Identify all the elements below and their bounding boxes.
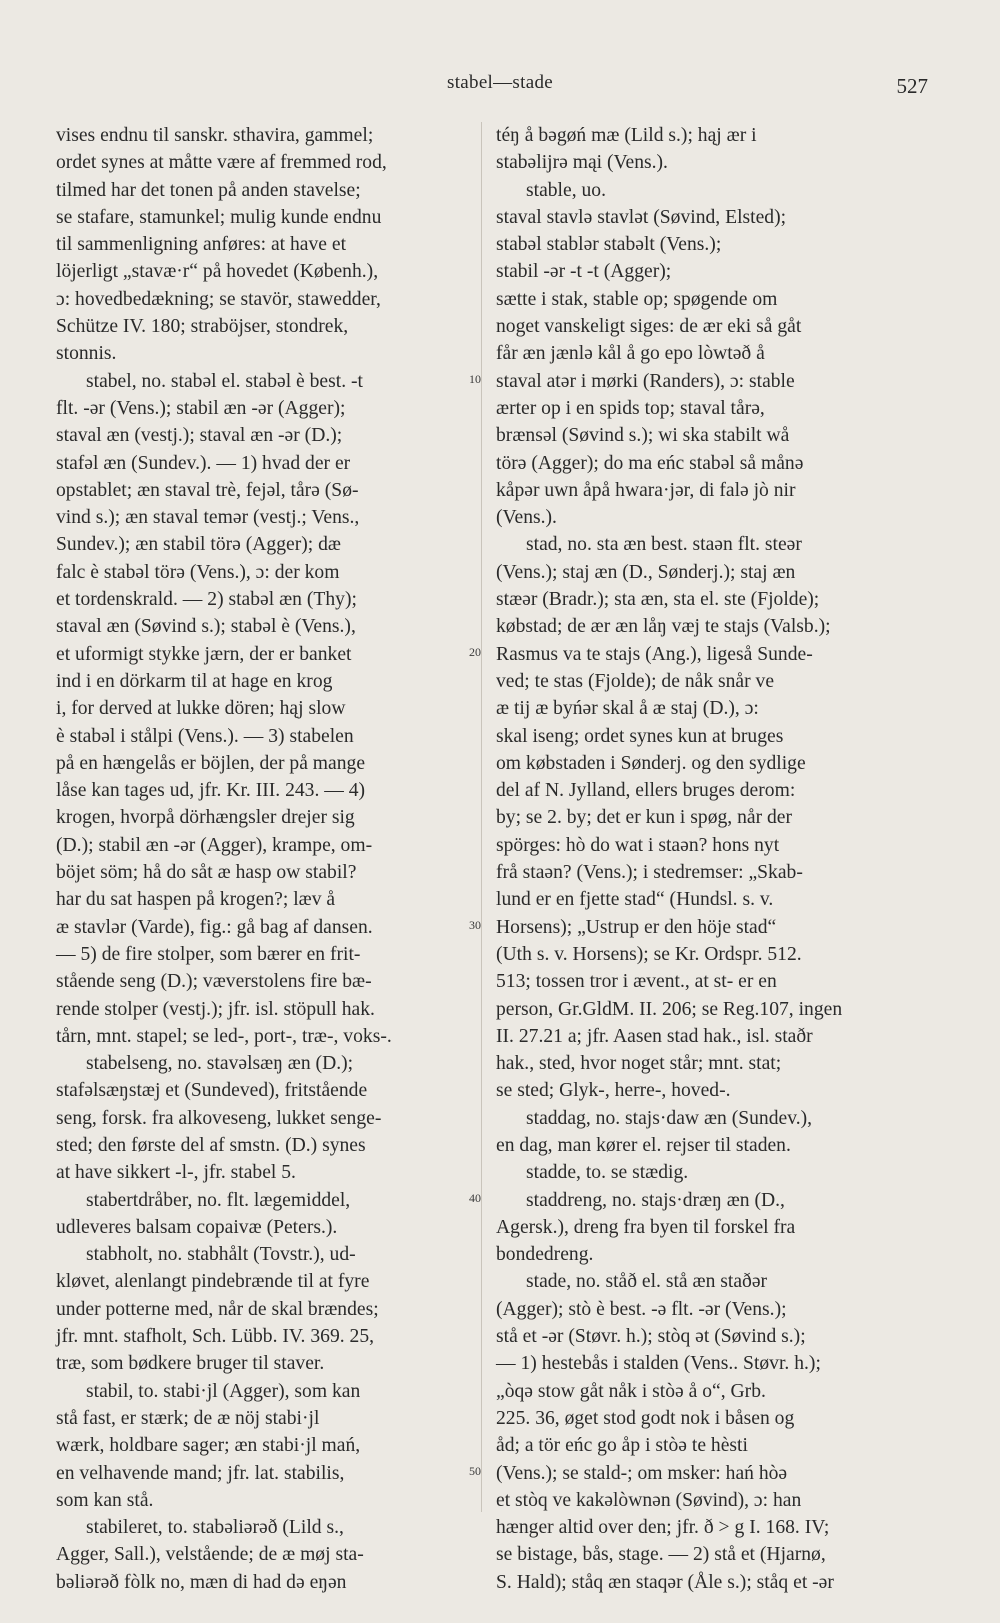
text-line: böjet söm; hå do såt æ hasp ow stabil?: [56, 862, 357, 884]
text-line: træ, som bødkere bruger til staver.: [56, 1353, 325, 1375]
text-line: købstad; de ær æn låŋ væj te stajs (Valsb.);: [496, 616, 831, 638]
text-line: under potterne med, når de skal brændes;: [56, 1298, 379, 1320]
text-line: löjerligt „stavæ·r“ på hovedet (Københ.),: [56, 261, 379, 283]
text-line: stå fast, er stærk; de æ nöj stabi·jl: [56, 1407, 320, 1429]
line-number-marker: 50: [469, 1463, 481, 1478]
text-line: person, Gr.GldM. II. 206; se Reg.107, ingen: [496, 998, 843, 1020]
line-number-marker: 20: [469, 644, 481, 659]
text-line: lund er en fjette stad“ (Hundsl. s. v.: [496, 889, 774, 911]
text-line: stadde, to. se stædig.: [526, 1162, 689, 1184]
text-line: — 1) hestebås i stalden (Vens.. Støvr. h.);: [496, 1353, 821, 1375]
text-line: Agger, Sall.), velstående; de æ møj sta-: [56, 1544, 364, 1566]
text-line: stable, uo.: [526, 179, 606, 201]
text-line: Schütze IV. 180; straböjser, stondrek,: [56, 316, 349, 338]
text-line: staddreng, no. stajs·dræŋ æn (D.,: [526, 1189, 785, 1211]
line-number-marker: 40: [469, 1190, 481, 1205]
text-line: stafəl æn (Sundev.). — 1) hvad der er: [56, 452, 351, 474]
text-line: stabholt, no. stabhålt (Tovstr.), ud-: [86, 1244, 356, 1266]
text-line: (Vens.).: [496, 507, 557, 529]
text-line: brænsəl (Søvind s.); wi ska stabilt wå: [496, 425, 790, 447]
text-line: (Vens.); se stald-; om msker: hań hòə: [496, 1462, 788, 1484]
text-line: ærter op i en spids top; staval tårə,: [496, 397, 765, 419]
text-line: om købstaden i Sønderj. og den sydlige: [496, 752, 806, 774]
text-line: tilmed har det tonen på anden stavelse;: [56, 179, 361, 201]
left-column: [56, 122, 478, 1596]
right-column: [496, 122, 918, 1596]
text-line: se sted; Glyk-, herre-, hoved-.: [496, 1080, 731, 1102]
text-line: flt. -ər (Vens.); stabil æn -ər (Agger);: [56, 397, 346, 419]
text-line: til sammenligning anføres: at have et: [56, 234, 347, 256]
text-line: „òqə stow gåt nåk i stòə å o“, Grb.: [496, 1380, 766, 1402]
text-line: staval æn (vestj.); staval æn -ər (D.);: [56, 425, 343, 447]
text-line: stafəlsæŋstæj et (Sundeved), fritstående: [56, 1080, 368, 1102]
text-line: wærk, holdbare sager; æn stabi·jl mań,: [56, 1435, 361, 1457]
text-line: 513; tossen tror i ævent., at st- er en: [496, 971, 777, 993]
text-line: staval æn (Søvind s.); stabəl è (Vens.),: [56, 616, 356, 638]
text-line: falc è stabəl törə (Vens.), ɔ: der kom: [56, 561, 340, 583]
text-line: stabəl stablər stabəlt (Vens.);: [496, 234, 722, 256]
text-line: Agersk.), dreng fra byen til forskel fra: [496, 1216, 796, 1238]
text-line: æ stavlər (Varde), fig.: gå bag af dansen.: [56, 916, 373, 938]
text-line: åd; a tör eńc go åp i stòə te hèsti: [496, 1435, 748, 1457]
text-line: Rasmus va te stajs (Ang.), ligeså Sunde-: [496, 643, 813, 665]
text-line: staddag, no. stajs·daw æn (Sundev.),: [526, 1107, 813, 1129]
line-number-marker: 10: [469, 371, 481, 386]
text-line: sætte i stak, stable op; spøgende om: [496, 288, 778, 310]
text-line: Horsens); „Ustrup er den höje stad“: [496, 916, 777, 938]
text-line: stade, no. ståð el. stå æn staðər: [526, 1271, 768, 1293]
text-line: Sundev.); æn stabil törə (Agger); dæ: [56, 534, 341, 556]
text-line: ɔ: hovedbedækning; se stavör, stawedder,: [56, 288, 381, 310]
text-line: stabel, no. stabəl el. stabəl è best. -t: [86, 370, 363, 392]
text-line: II. 27.21 a; jfr. Aasen stad hak., isl. staðr: [496, 1025, 813, 1047]
text-line: — 5) de fire stolper, som bærer en frit-: [56, 943, 361, 965]
text-line: stabelseng, no. stavəlsæŋ æn (D.);: [86, 1053, 354, 1075]
text-line: tårn, mnt. stapel; se led-, port-, træ-, voks-.: [56, 1025, 392, 1047]
text-line: staval stavlə stavlət (Søvind, Elsted);: [496, 206, 787, 228]
text-line: stabil, to. stabi·jl (Agger), som kan: [86, 1380, 361, 1402]
text-line: stående seng (D.); væverstolens fire bæ-: [56, 971, 372, 993]
text-line: noget vanskeligt siges: de ær eki så gåt: [496, 316, 802, 338]
page-header: [0, 68, 1000, 104]
text-line: by; se 2. by; det er kun i spøg, når der: [496, 807, 793, 829]
text-line: krogen, hvorpå dörhængsler drejer sig: [56, 807, 355, 829]
text-line: (Uth s. v. Horsens); se Kr. Ordspr. 512.: [496, 943, 802, 965]
text-line: staval atər i mørki (Randers), ɔ: stable: [496, 370, 795, 392]
text-line: låse kan tages ud, jfr. Kr. III. 243. — 4): [56, 780, 366, 802]
text-line: è stabəl i stålpi (Vens.). — 3) stabelen: [56, 725, 354, 747]
text-line: et uformigt stykke jærn, der er banket: [56, 643, 352, 665]
text-line: får æn jænlə kål å go epo lòwtəð å: [496, 343, 765, 365]
text-line: ved; te stas (Fjolde); de nåk snår ve: [496, 670, 775, 692]
text-line: vises endnu til sanskr. sthavira, gammel;: [56, 125, 374, 146]
text-line: en dag, man kører el. rejser til staden.: [496, 1134, 791, 1156]
text-line: 225. 36, øget stod godt nok i båsen og: [496, 1407, 795, 1429]
text-line: ordet synes at måtte være af fremmed rod,: [56, 152, 387, 174]
text-line: téŋ å bəgøń mæ (Lild s.); hąj ær i: [496, 125, 757, 146]
text-line: vind s.); æn staval temər (vestj.; Vens.,: [56, 507, 360, 529]
text-line: S. Hald); ståq æn staqər (Åle s.); ståq et -ər: [496, 1571, 834, 1593]
text-line: skal iseng; ordet synes kun at bruges: [496, 725, 784, 747]
line-number-marker: 30: [469, 917, 481, 932]
text-line: törə (Agger); do ma eńc stabəl så månə: [496, 452, 804, 474]
text-line: stæər (Bradr.); sta æn, sta el. ste (Fjolde);: [496, 589, 820, 611]
text-line: (D.); stabil æn -ər (Agger), krampe, om-: [56, 834, 373, 856]
text-line: bəliərəð fòlk no, mæn di had də eŋən: [56, 1571, 347, 1593]
text-line: hænger altid over den; jfr. ð > g I. 168. IV;: [496, 1517, 830, 1539]
text-line: at have sikkert -l-, jfr. stabel 5.: [56, 1162, 296, 1184]
text-line: stabileret, to. stabəliərəð (Lild s.,: [86, 1517, 344, 1539]
text-line: stabəlijrə mąi (Vens.).: [496, 152, 668, 174]
text-line: rende stolper (vestj.); jfr. isl. stöpull hak.: [56, 998, 375, 1020]
text-line: et stòq ve kakəlòwnən (Søvind), ɔ: han: [496, 1489, 802, 1511]
text-line: som kan stå.: [56, 1489, 154, 1511]
text-line: stabertdråber, no. flt. lægemiddel,: [86, 1189, 351, 1211]
text-line: kløvet, alenlangt pindebrænde til at fyre: [56, 1271, 370, 1293]
text-line: bondedreng.: [496, 1244, 594, 1266]
text-line: æ tij æ byńər skal å æ staj (D.), ɔ:: [496, 698, 759, 720]
text-line: (Vens.); staj æn (D., Sønderj.); staj æn: [496, 561, 796, 583]
text-line: en velhavende mand; jfr. lat. stabilis,: [56, 1462, 345, 1484]
text-line: i, for derved at lukke dören; hąj slow: [56, 698, 346, 720]
text-line: ind i en dörkarm til at hage en krog: [56, 670, 333, 692]
running-head: stabel—stade: [447, 72, 553, 93]
text-line: sted; den første del af smstn. (D.) synes: [56, 1134, 366, 1156]
text-line: frå staən? (Vens.); i stedremser: „Skab-: [496, 862, 803, 884]
column-divider: [481, 122, 482, 1512]
text-line: se bistage, bås, stage. — 2) stå et (Hjarnø,: [496, 1544, 826, 1566]
text-line: seng, forsk. fra alkoveseng, lukket senge-: [56, 1107, 382, 1129]
text-line: har du sat haspen på krogen?; læv å: [56, 889, 336, 911]
text-line: hak., sted, hvor noget står; mnt. stat;: [496, 1053, 782, 1075]
text-line: et tordenskrald. — 2) stabəl æn (Thy);: [56, 589, 357, 611]
text-line: på en hængelås er böjlen, der på mange: [56, 752, 366, 774]
text-line: jfr. mnt. stafholt, Sch. Lübb. IV. 369. 25,: [56, 1326, 375, 1348]
page-number: 527: [896, 74, 928, 98]
text-line: kåpər uwn åpå hwara·jər, di falə jò nir: [496, 479, 796, 501]
text-line: stad, no. sta æn best. staən flt. steər: [526, 534, 802, 556]
text-line: (Agger); stò è best. -ə flt. -ər (Vens.);: [496, 1298, 787, 1320]
text-line: se stafare, stamunkel; mulig kunde endnu: [56, 206, 382, 228]
text-line: udleveres balsam copaivæ (Peters.).: [56, 1216, 338, 1238]
text-line: spörges: hò do wat i staən? hons nyt: [496, 834, 780, 856]
text-line: del af N. Jylland, ellers bruges derom:: [496, 780, 796, 802]
text-line: stå et -ər (Støvr. h.); stòq ət (Søvind s.);: [496, 1326, 806, 1348]
text-line: stonnis.: [56, 343, 117, 365]
text-line: stabil -ər -t -t (Agger);: [496, 261, 672, 283]
text-line: opstablet; æn staval trè, fejəl, tårə (Sø-: [56, 479, 359, 501]
